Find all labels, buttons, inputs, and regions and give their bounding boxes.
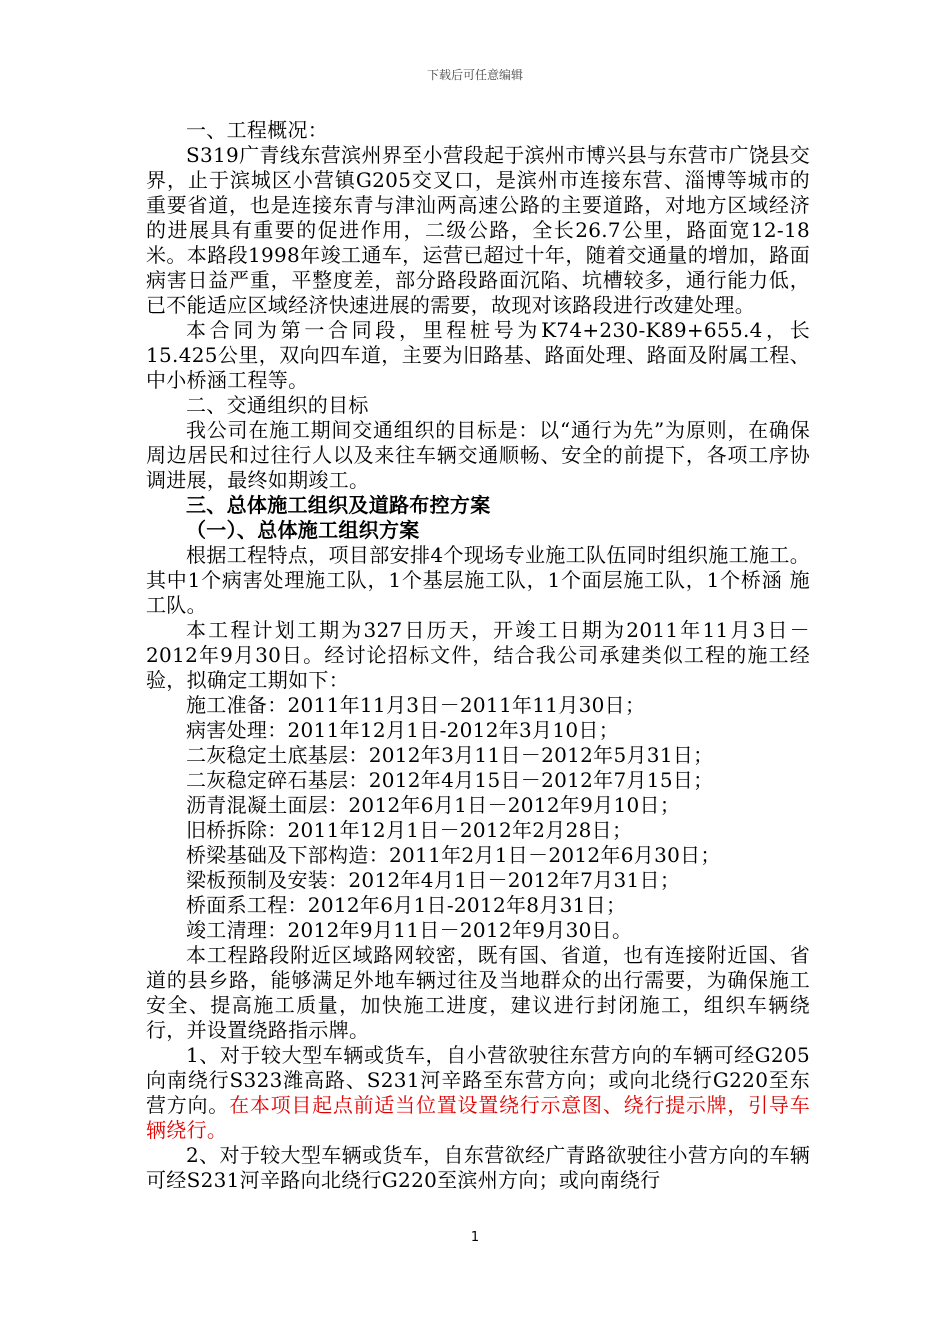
- paragraph-contract-section: 本合同为第一合同段，里程桩号为K74+230-K89+655.4，长15.425公里，双向四车道，主要为旧路基、路面处理、路面及附属工程、中小桥涵工程等。: [146, 318, 810, 392]
- paragraph-traffic-goal: 我公司在施工期间交通组织的目标是：以“通行为先”为原则，在确保周边居民和过往行人以及来往车辆交通顺畅、安全的前提下，各项工序协调进展，最终如期竣工。: [146, 418, 810, 492]
- detour-route-1-text: 1、对于较大型车辆或货车，自小营欲驶往东营方向的车辆可经G205向南绕行S323潍高路、S231河辛路至东营方向；或向北绕行G220至东营方向。: [146, 1043, 810, 1117]
- paragraph-team-arrangement: 根据工程特点，项目部安排4个现场专业施工队伍同时组织施工施工。其中1个病害处理施工队，1个基层施工队，1个面层施工队，1个桥涵 施工队。: [146, 543, 810, 617]
- schedule-item: 二灰稳定碎石基层：2012年4月15日－2012年7月15日；: [186, 768, 714, 792]
- schedule-item: 竣工清理：2012年9月11日－2012年9月30日。: [186, 918, 633, 942]
- paragraph-project-overview: S319广青线东营滨州界至小营段起于滨州市博兴县与东营市广饶县交界，止于滨城区小营镇G205交叉口，是滨州市连接东营、淄博等城市的重要省道，也是连接东青与津汕两高速公路的主要道路，对地方区域经济的进展具有重要的促进作用，二级公路，全长26.7公里，路面宽12-18米。本路段1998年竣工通车，运营已超过十年，随着交通量的增加，路面病害日益严重，平整度差，部分路段路面沉陷、坑槽较多，通行能力低，已不能适应区域经济快速进展的需要，故现对该路段进行改建处理。: [146, 143, 810, 317]
- subsection-heading-organization-plan: （一）、总体施工组织方案: [186, 518, 420, 542]
- section-heading-organization: 三、总体施工组织及道路布控方案: [186, 493, 491, 517]
- paragraph-detour-route-2: 2、对于较大型车辆或货车，自东营欲经广青路欲驶往小营方向的车辆可经S231河辛路向北绕行G220至滨州方向；或向南绕行: [146, 1143, 810, 1192]
- paragraph-detour-route-1: [146, 1043, 810, 1143]
- page-number: 1: [470, 1230, 480, 1245]
- schedule-item: 二灰稳定土底基层：2012年3月11日－2012年5月31日；: [186, 743, 714, 767]
- document-body: [146, 118, 810, 1193]
- paragraph-detour-plan: 本工程路段附近区域路网较密，既有国、省道，也有连接附近国、省道的县乡路，能够满足外地车辆过往及当地群众的出行需要，为确保施工安全、提高施工质量，加快施工进度，建议进行封闭施工，组织车辆绕行，并设置绕路指示牌。: [146, 943, 810, 1042]
- schedule-item: 桥面系工程：2012年6月1日-2012年8月31日；: [186, 893, 627, 917]
- schedule-item: 梁板预制及安装：2012年4月1日－2012年7月31日；: [186, 868, 681, 892]
- schedule-item: 病害处理：2011年12月1日-2012年3月10日；: [186, 718, 620, 742]
- paragraph-schedule-intro: 本工程计划工期为327日历天，开竣工日期为2011年11月3日－2012年9月30日。经讨论招标文件，结合我公司承建类似工程的施工经验，拟确定工期如下：: [146, 618, 810, 692]
- schedule-item: 桥梁基础及下部构造：2011年2月1日－2012年6月30日；: [186, 843, 721, 867]
- schedule-item: 沥青混凝土面层：2012年6月1日－2012年9月10日；: [186, 793, 681, 817]
- detour-route-1-highlight: 在本项目起点前适当位置设置绕行示意图、绕行提示牌，引导车辆绕行。: [146, 1093, 810, 1142]
- section-heading-traffic-goal: 二、交通组织的目标: [186, 393, 369, 417]
- section-heading-overview: 一、工程概况：: [186, 118, 329, 142]
- schedule-item: 旧桥拆除：2011年12月1日－2012年2月28日；: [186, 818, 633, 842]
- page-header-note: 下载后可任意编辑: [426, 68, 523, 82]
- schedule-item: 施工准备：2011年11月3日－2011年11月30日；: [186, 693, 646, 717]
